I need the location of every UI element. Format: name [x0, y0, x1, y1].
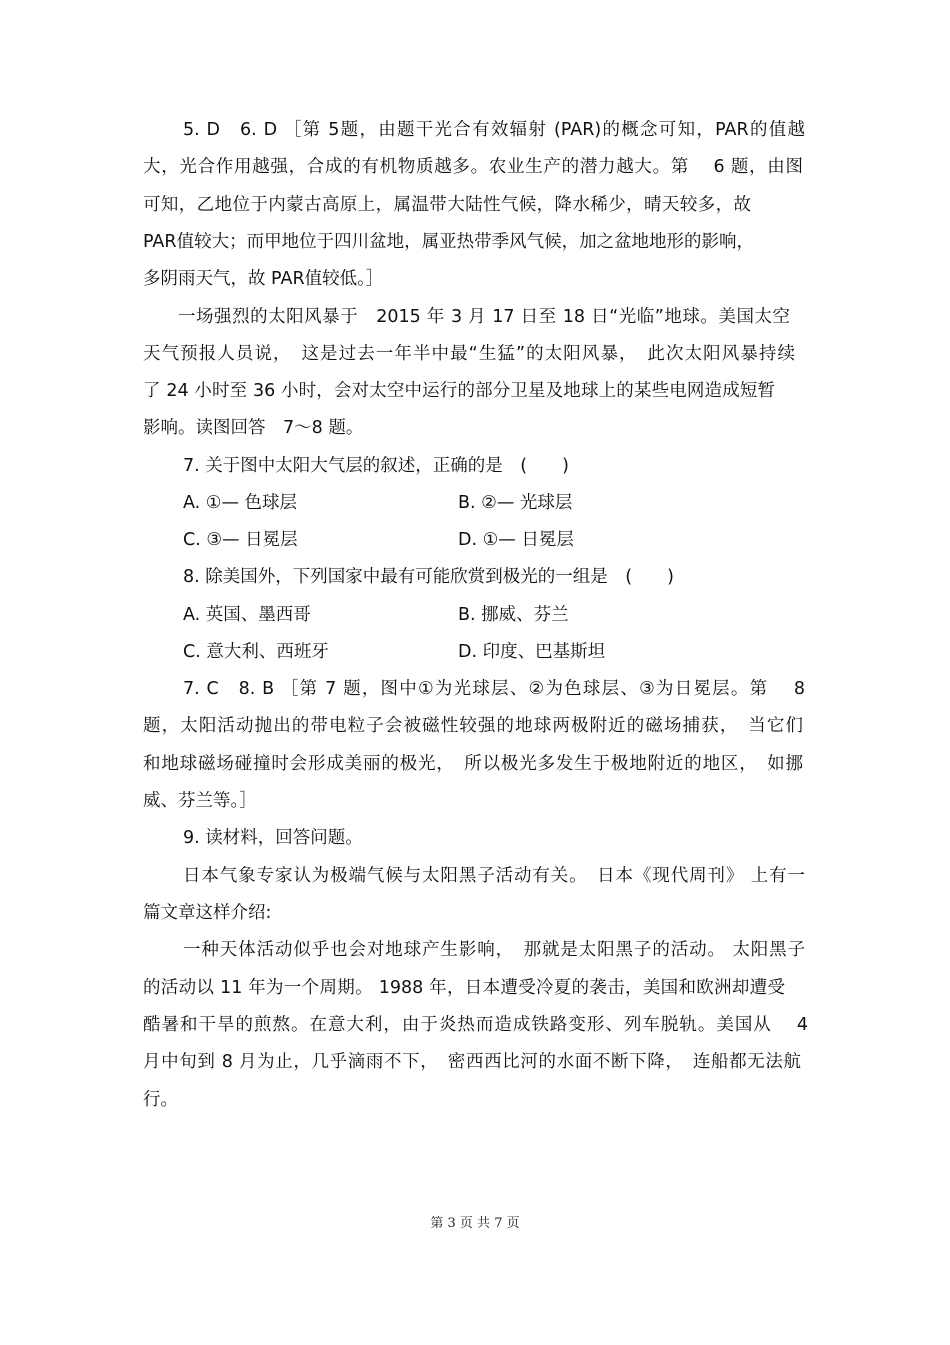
q9-stem: 9. 读材料，回答问题。: [183, 828, 363, 848]
answer-5-6-line-5: 多阴雨天气，故 PAR值较低。］: [143, 269, 384, 289]
answer-7-8-line-2: 题，太阳活动抛出的带电粒子会被磁性较强的地球两极附近的磁场捕获， 当它们: [143, 716, 803, 736]
q9-intro-line-2: 篇文章这样介绍:: [143, 903, 272, 923]
q7-option-b[interactable]: B. ②— 光球层: [458, 493, 573, 513]
q9-material-line-1: 一种天体活动似乎也会对地球产生影响， 那就是太阳黑子的活动。 太阳黑子: [183, 940, 805, 960]
answer-5-6-line-4: PAR值较大；而甲地位于四川盆地，属亚热带季风气候，加之盆地地形的影响，: [143, 232, 755, 252]
q9-material-line-2: 的活动以 11 年为一个周期。 1988 年，日本遭受冷夏的袭击，美国和欧洲却遭受: [143, 978, 785, 998]
q9-material-line-5: 行。: [143, 1090, 178, 1110]
q7-option-c[interactable]: C. ③— 日冕层: [183, 530, 298, 550]
q7-stem: 7. 关于图中太阳大气层的叙述，正确的是 ( ): [183, 456, 569, 476]
q8-stem: 8. 除美国外，下列国家中最有可能欣赏到极光的一组是 ( ): [183, 567, 674, 587]
passage-line-1: 一场强烈的太阳风暴于 2015 年 3 月 17 日至 18 日“光临”地球。美国太空: [178, 307, 790, 327]
answer-7-8-line-1: 7. C 8. B ［第 7 题，图中①为光球层、②为色球层、③为日冕层。第 8: [183, 679, 805, 699]
q8-option-c[interactable]: C. 意大利、西班牙: [183, 642, 329, 662]
q8-option-b[interactable]: B. 挪威、芬兰: [458, 605, 569, 625]
answer-7-8-line-3: 和地球磁场碰撞时会形成美丽的极光， 所以极光多发生于极地附近的地区， 如挪: [143, 754, 803, 774]
q9-intro-line-1: 日本气象专家认为极端气候与太阳黑子活动有关。 日本《现代周刊》 上有一: [183, 866, 805, 886]
q9-material-line-3: 酷暑和干旱的煎熬。在意大利，由于炎热而造成铁路变形、列车脱轨。美国从 4: [143, 1015, 808, 1035]
passage-line-4: 影响。读图回答 7～8 题。: [143, 418, 364, 438]
q8-option-d[interactable]: D. 印度、巴基斯坦: [458, 642, 606, 662]
passage-line-3: 了 24 小时至 36 小时，会对太空中运行的部分卫星及地球上的某些电网造成短暂: [143, 381, 775, 401]
passage-line-2: 天气预报人员说， 这是过去一年半中最“生猛”的太阳风暴， 此次太阳风暴持续: [143, 344, 795, 364]
q9-material-line-4: 月中旬到 8 月为止，几乎滴雨不下， 密西西比河的水面不断下降， 连船都无法航: [143, 1052, 801, 1072]
q7-option-d[interactable]: D. ①— 日冕层: [458, 530, 574, 550]
answer-5-6-line-1: 5. D 6. D ［第 5题，由题干光合有效辐射 (PAR)的概念可知，PAR的值越: [183, 120, 805, 140]
answer-5-6-line-3: 可知，乙地位于内蒙古高原上，属温带大陆性气候，降水稀少，晴天较多，故: [143, 195, 751, 215]
q8-option-a[interactable]: A. 英国、墨西哥: [183, 605, 311, 625]
q7-option-a[interactable]: A. ①— 色球层: [183, 493, 298, 513]
answer-7-8-line-4: 威、芬兰等。］: [143, 791, 257, 811]
answer-5-6-line-2: 大，光合作用越强，合成的有机物质越多。农业生产的潜力越大。第 6 题，由图: [143, 157, 803, 177]
page-number-footer: 第 3 页 共 7 页: [430, 1216, 520, 1231]
